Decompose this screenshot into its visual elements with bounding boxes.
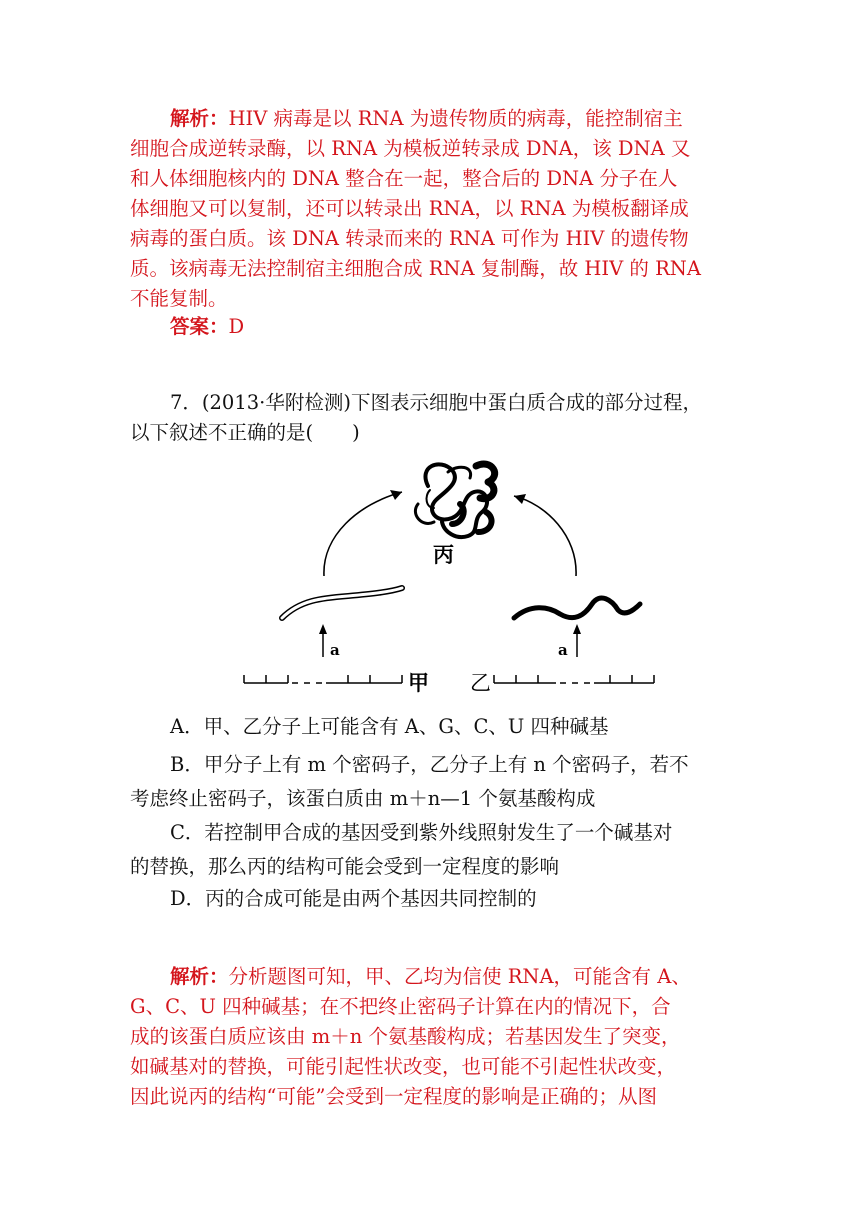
option-c-line: 的替换，那么丙的结构可能会受到一定程度的影响	[130, 855, 560, 878]
answer-1-value: D	[228, 315, 245, 338]
analysis-2-line: G、C、U 四种碱基；在不把终止密码子计算在内的情况下，合	[130, 995, 671, 1018]
left-curve-arrow	[324, 492, 402, 576]
right-strand	[514, 598, 640, 618]
option-b-line: B．甲分子上有 m 个密码子，乙分子上有 n 个密码子，若不	[170, 753, 689, 776]
protein-label: 丙	[433, 542, 454, 567]
strand-right-label: 乙	[470, 671, 491, 695]
question-7	[130, 388, 730, 448]
option-b	[130, 748, 740, 816]
right-template-strand	[494, 675, 654, 683]
analysis-2-line: 如碱基对的替换，可能引起性状改变，也可能不引起性状改变，	[130, 1055, 677, 1078]
left-arrow-label: a	[330, 641, 340, 659]
option-d	[130, 882, 740, 916]
answer-1	[130, 312, 730, 342]
analysis-2-line: 分析题图可知，甲、乙均为信使 RNA，可能含有 A、	[228, 965, 691, 988]
analysis-1-label: 解析：	[170, 107, 229, 130]
strand-left-label: 甲	[408, 670, 429, 695]
analysis-2-line: 因此说丙的结构“可能”会受到一定程度的影响是正确的；从图	[130, 1085, 657, 1108]
option-b-line: 考虑终止密码子，该蛋白质由 m＋n—1 个氨基酸构成	[130, 787, 596, 810]
right-curve-arrow	[514, 496, 576, 576]
answer-1-label: 答案：	[170, 315, 229, 338]
analysis-2-label: 解析：	[170, 965, 229, 988]
analysis-1-line: 和人体细胞核内的 DNA 整合在一起，整合后的 DNA 分子在人	[130, 167, 678, 190]
analysis-1-line: 细胞合成逆转录酶，以 RNA 为模板逆转录成 DNA，该 DNA 又	[130, 137, 691, 160]
right-arrow-label: a	[558, 641, 568, 659]
question-7-line: 7．(2013·华附检测)下图表示细胞中蛋白质合成的部分过程，	[170, 391, 702, 414]
left-template-strand	[244, 675, 402, 683]
protein-synthesis-figure	[230, 452, 670, 697]
option-c-line: C．若控制甲合成的基因受到紫外线照射发生了一个碱基对	[170, 821, 673, 844]
protein-blob-icon	[415, 464, 494, 537]
analysis-1-line: 不能复制。	[130, 287, 228, 310]
option-a	[130, 710, 740, 744]
option-d-line: D．丙的合成可能是由两个基因共同控制的	[170, 887, 537, 910]
option-a-line: A．甲、乙分子上可能含有 A、G、C、U 四种碱基	[170, 715, 609, 738]
analysis-1-line: 体细胞又可以复制，还可以转录出 RNA，以 RNA 为模板翻译成	[130, 197, 689, 220]
analysis-1-line: 病毒的蛋白质。该 DNA 转录而来的 RNA 可作为 HIV 的遗传物	[130, 227, 689, 250]
question-7-line: 以下叙述不正确的是( )	[130, 421, 360, 444]
analysis-1-line: HIV 病毒是以 RNA 为遗传物质的病毒，能控制宿主	[228, 107, 683, 130]
option-c	[130, 816, 740, 884]
left-up-arrow-head	[319, 624, 327, 634]
analysis-1-line: 质。该病毒无法控制宿主细胞合成 RNA 复制酶，故 HIV 的 RNA	[130, 257, 701, 280]
analysis-2-line: 成的该蛋白质应该由 m＋n 个氨基酸构成；若基因发生了突变，	[130, 1025, 681, 1048]
analysis-1	[130, 104, 730, 314]
right-up-arrow-head	[573, 624, 581, 634]
analysis-2	[130, 962, 730, 1112]
